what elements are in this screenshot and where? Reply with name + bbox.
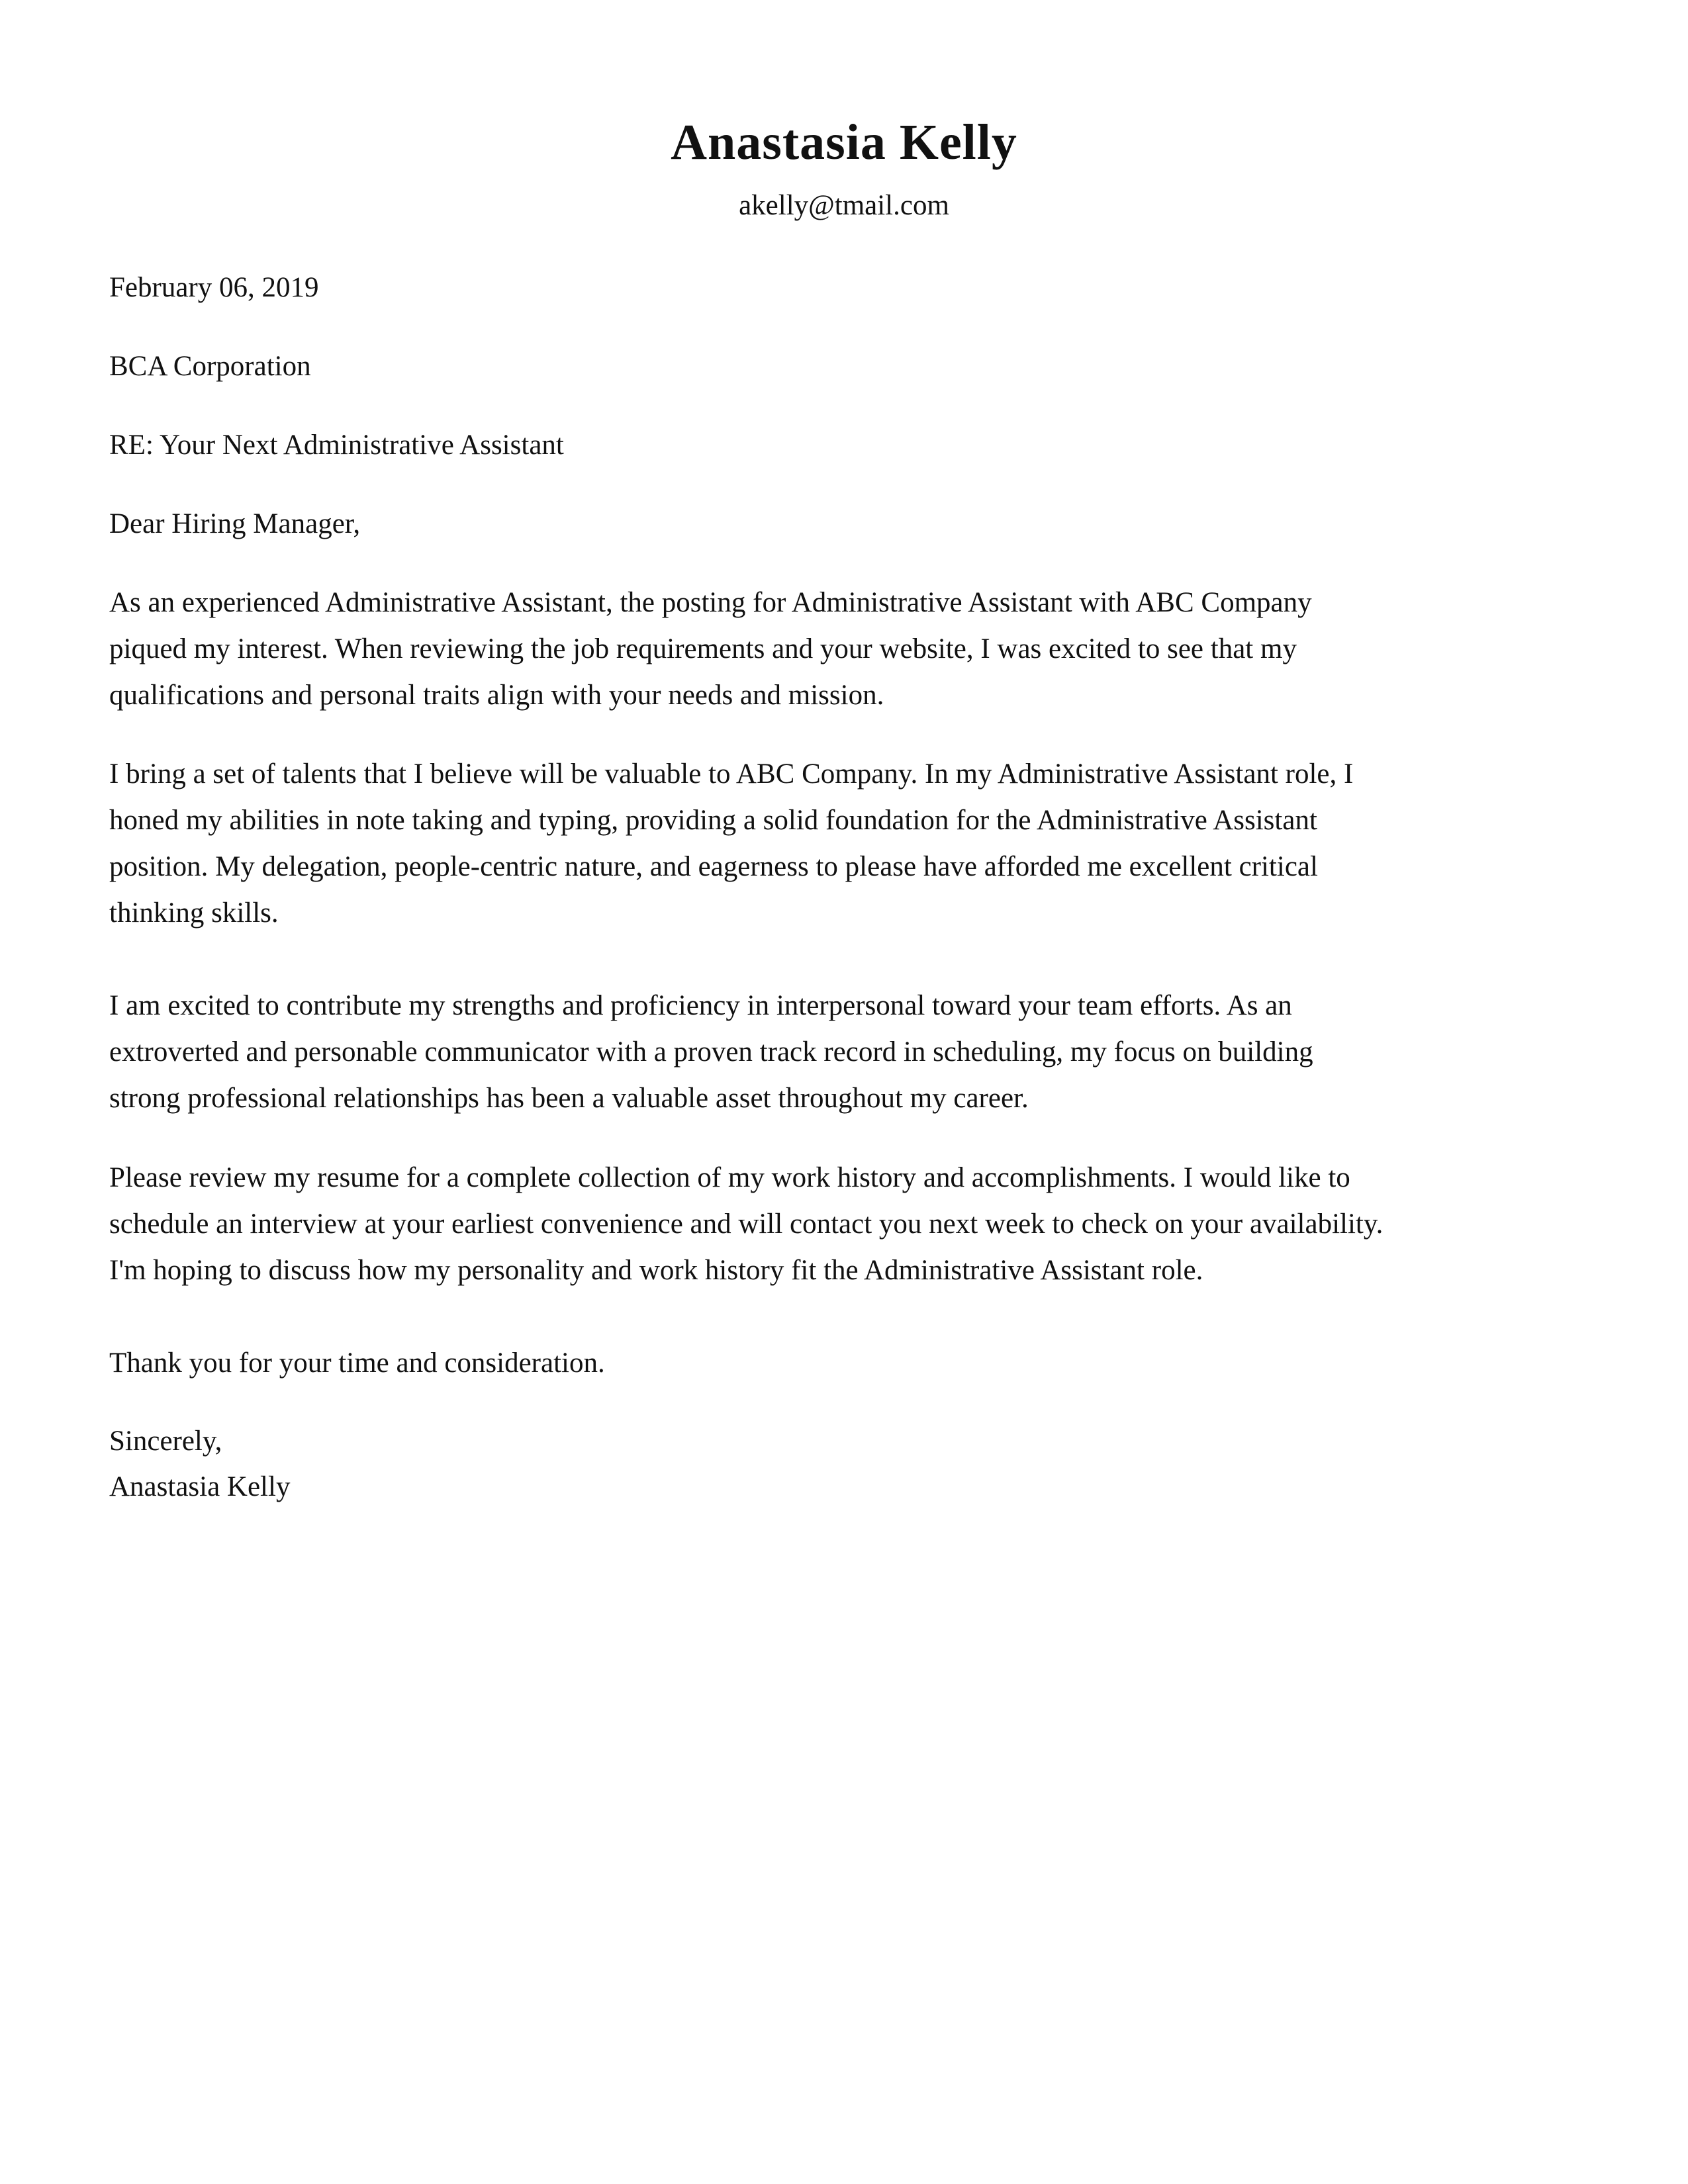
body-paragraph-4 [109, 1155, 1592, 1294]
body-paragraph-3 [109, 983, 1592, 1122]
paragraph-line: As an experienced Administrative Assistant, the posting for Administrative Assistant with ABC Company [109, 587, 1312, 618]
letter-date: February 06, 2019 [109, 272, 319, 303]
subject-line: RE: Your Next Administrative Assistant [109, 430, 564, 461]
recipient-company: BCA Corporation [109, 351, 311, 382]
paragraph-line: position. My delegation, people-centric nature, and eagerness to please have afforded me excellent critical [109, 851, 1318, 882]
paragraph-line: qualifications and personal traits align with your needs and mission. [109, 680, 884, 711]
body-paragraph-1 [109, 580, 1592, 719]
paragraph-line: schedule an interview at your earliest convenience and will contact you next week to check on your availability. [109, 1208, 1383, 1240]
paragraph-line: Please review my resume for a complete collection of my work history and accomplishments. I would like to [109, 1162, 1350, 1193]
paragraph-line: I bring a set of talents that I believe will be valuable to ABC Company. In my Administrative Assistant role, I [109, 758, 1354, 790]
paragraph-line: extroverted and personable communicator with a proven track record in scheduling, my focus on building [109, 1036, 1313, 1068]
sender-email: akelly@tmail.com [739, 190, 949, 221]
body-paragraph-2 [109, 751, 1592, 936]
sender-name: Anastasia Kelly [671, 114, 1017, 170]
paragraph-line: piqued my interest. When reviewing the job requirements and your website, I was excited to see that my [109, 633, 1297, 664]
closing-thanks: Thank you for your time and consideration. [109, 1347, 605, 1379]
paragraph-line: honed my abilities in note taking and typing, providing a solid foundation for the Administrative Assistant [109, 805, 1317, 836]
paragraph-line: strong professional relationships has been a valuable asset throughout my career. [109, 1083, 1029, 1114]
paragraph-line: I'm hoping to discuss how my personality and work history fit the Administrative Assistant role. [109, 1255, 1203, 1286]
paragraph-line: thinking skills. [109, 897, 279, 929]
salutation: Dear Hiring Manager, [109, 508, 361, 539]
signoff: Sincerely, [109, 1426, 222, 1457]
signature-name: Anastasia Kelly [109, 1471, 291, 1502]
paragraph-line: I am excited to contribute my strengths and proficiency in interpersonal toward your team efforts. As an [109, 990, 1292, 1021]
